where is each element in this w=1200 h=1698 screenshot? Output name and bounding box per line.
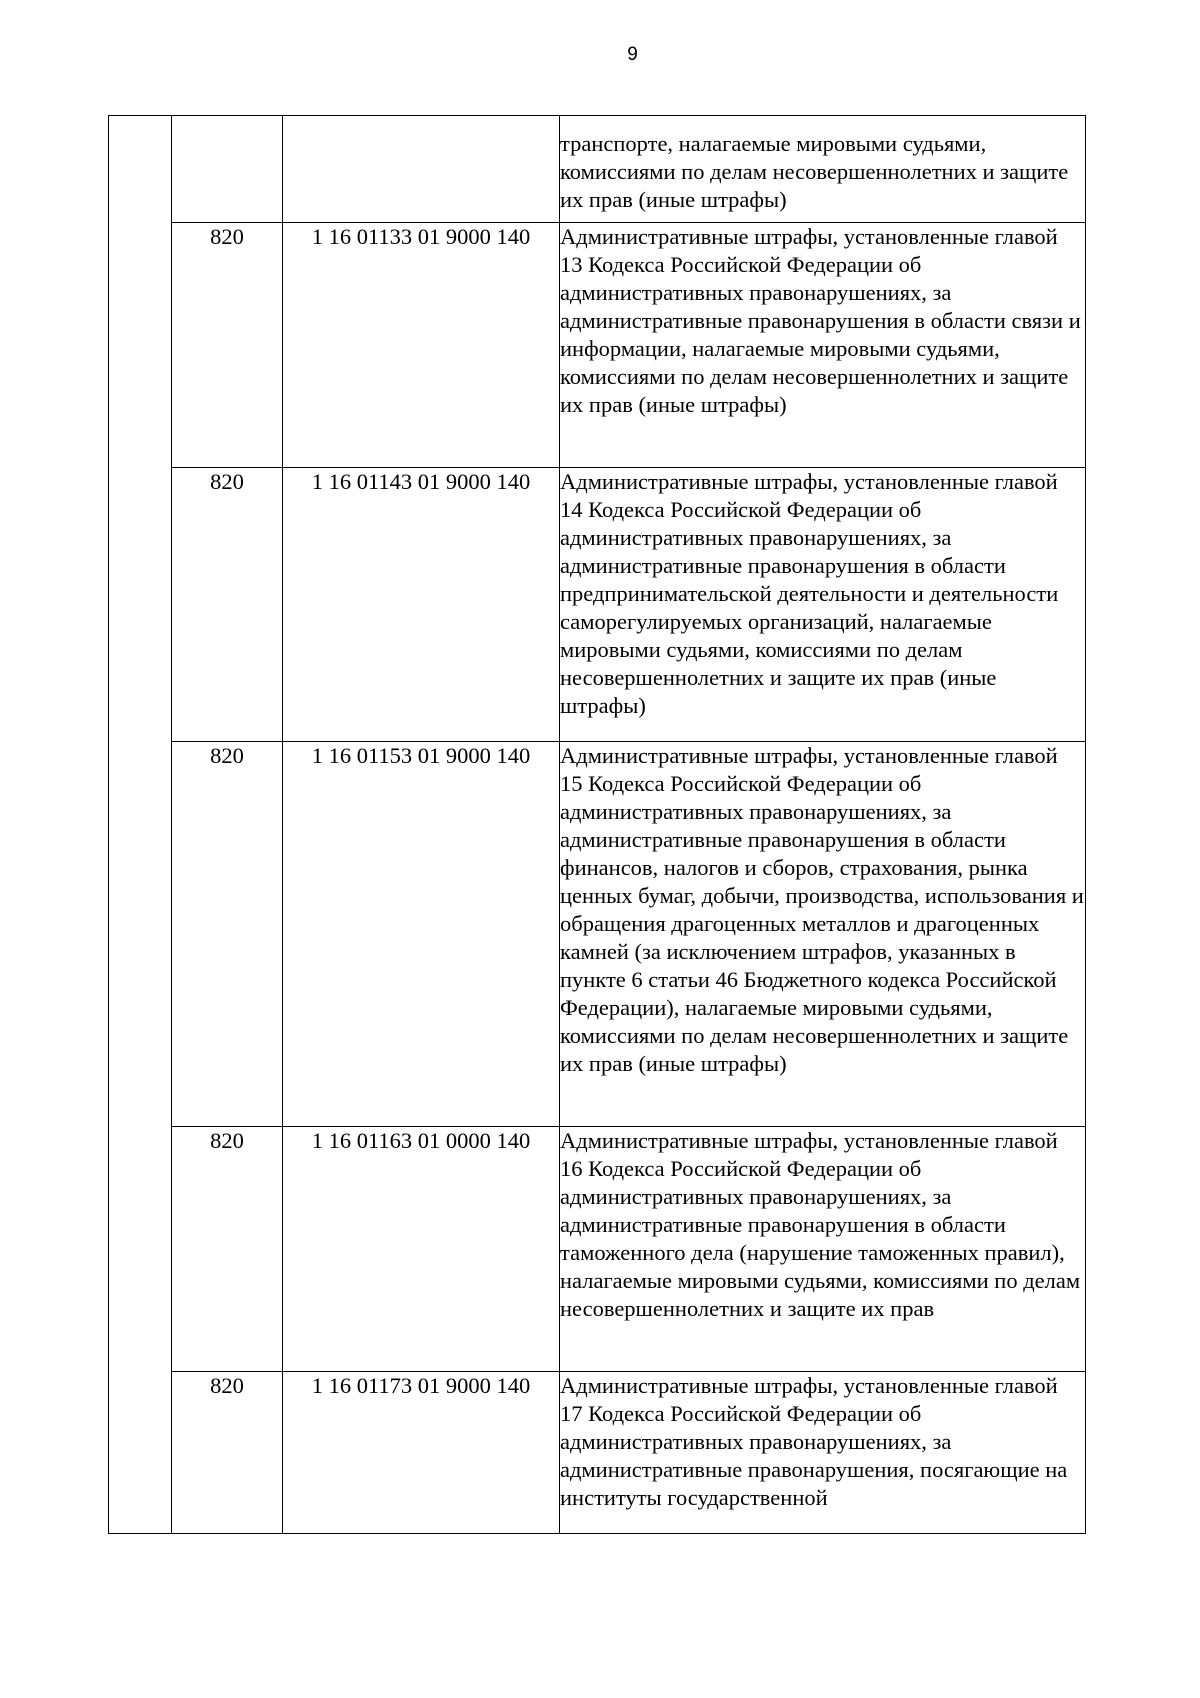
budget-code-cell: 1 16 01173 01 9000 140 [283, 1372, 560, 1534]
admin-code-cell: 820 [172, 742, 283, 1127]
budget-code-cell: 1 16 01143 01 9000 140 [283, 468, 560, 742]
description-text: Административные штрафы, установленные главой 16 Кодекса Российской Федерации об административных правонарушениях, за административные правонарушения в области таможенного дела (нарушение таможенных правил), налагаемые мировыми судьями, комиссиями по делам несовершеннолетних и защите их прав [560, 1128, 1081, 1321]
budget-code-cell: 1 16 01153 01 9000 140 [283, 742, 560, 1127]
table-row [109, 742, 1086, 1127]
description-text: Административные штрафы, установленные главой 13 Кодекса Российской Федерации об административных правонарушениях, за административные правонарушения в области связи и информации, налагаемые мировыми судьями, комиссиями по делам несовершеннолетних и защите их прав (иные штрафы) [560, 224, 1081, 417]
table-row [109, 223, 1086, 468]
description-cell [560, 742, 1086, 1127]
description-cell [560, 116, 1086, 223]
admin-code-cell: 820 [172, 1372, 283, 1534]
description-text: Административные штрафы, установленные главой 17 Кодекса Российской Федерации об административных правонарушениях, за административные правонарушения, посягающие на институты государственной [560, 1373, 1068, 1510]
budget-code-cell [283, 116, 560, 223]
description-text: Административные штрафы, установленные главой 15 Кодекса Российской Федерации об административных правонарушениях, за административные правонарушения в области финансов, налогов и сборов, страхования, рынка ценных бумаг, добычи, производства, использования и обращения драгоценных металлов и драгоценных камней (за исключением штрафов, указанных в пункте 6 статьи 46 Бюджетного кодекса Российской Федерации), налагаемые мировыми судьями, комиссиями по делам несовершеннолетних и защите их прав (иные штрафы) [560, 743, 1084, 1076]
admin-code-cell: 820 [172, 1127, 283, 1372]
admin-code-cell: 820 [172, 223, 283, 468]
description-text: транспорте, налагаемые мировыми судьями, комиссиями по делам несовершеннолетних и защите их прав (иные штрафы) [560, 131, 1069, 212]
table-row [109, 468, 1086, 742]
revenue-codes-table [108, 115, 1086, 1534]
table-row [109, 116, 1086, 223]
description-cell [560, 468, 1086, 742]
table-row [109, 1127, 1086, 1372]
description-cell [560, 223, 1086, 468]
budget-code-cell: 1 16 01133 01 9000 140 [283, 223, 560, 468]
description-cell [560, 1127, 1086, 1372]
page-number: 9 [627, 44, 638, 65]
row-number-column [109, 116, 172, 1534]
description-cell [560, 1372, 1086, 1534]
description-text: Административные штрафы, установленные главой 14 Кодекса Российской Федерации об административных правонарушениях, за административные правонарушения в области предпринимательской деятельности и деятельности саморегулируемых организаций, налагаемые мировыми судьями, комиссиями по делам несовершеннолетних и защите их прав (иные штрафы) [560, 469, 1059, 718]
admin-code-cell: 820 [172, 468, 283, 742]
admin-code-cell [172, 116, 283, 223]
budget-code-cell: 1 16 01163 01 0000 140 [283, 1127, 560, 1372]
table-row [109, 1372, 1086, 1534]
